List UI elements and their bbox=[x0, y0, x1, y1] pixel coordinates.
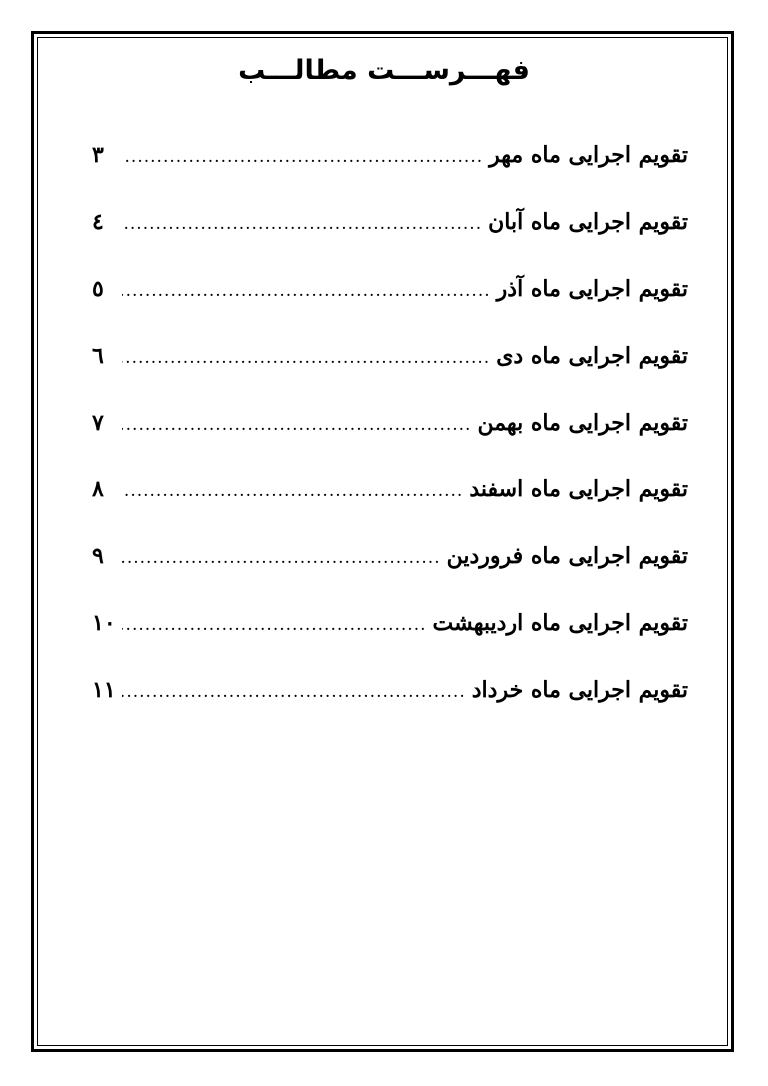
toc-dot-leader bbox=[122, 147, 483, 167]
toc-dot-leader bbox=[122, 615, 427, 635]
toc-entry[interactable] bbox=[92, 343, 688, 410]
toc-entry[interactable] bbox=[92, 209, 688, 276]
page-title: فهـــرســـت مطالـــب bbox=[238, 55, 530, 86]
toc-dot-leader bbox=[122, 682, 466, 702]
toc-entry[interactable] bbox=[92, 142, 688, 209]
toc-entry-label: تقویم اجرایی ماه اردیبهشت bbox=[432, 610, 688, 637]
toc-entry[interactable] bbox=[92, 610, 688, 677]
toc-entry-page: ٦ bbox=[92, 342, 104, 369]
toc-entry-page: ۱۱ bbox=[92, 677, 116, 704]
toc-entry[interactable] bbox=[92, 410, 688, 477]
toc-dot-leader bbox=[122, 481, 463, 501]
toc-entry-label: تقویم اجرایی ماه آذر bbox=[496, 275, 688, 302]
table-of-contents bbox=[92, 142, 688, 744]
toc-entry-page: ۹ bbox=[92, 543, 104, 570]
toc-entry[interactable] bbox=[92, 543, 688, 610]
toc-entry-page: ٥ bbox=[92, 275, 104, 302]
toc-entry-label: تقویم اجرایی ماه آبان bbox=[488, 208, 688, 235]
toc-entry[interactable] bbox=[92, 677, 688, 744]
toc-dot-leader bbox=[122, 415, 471, 435]
toc-dot-leader bbox=[122, 348, 490, 368]
toc-entry-label: تقویم اجرایی ماه فروردین bbox=[446, 543, 688, 570]
toc-entry-page: ۷ bbox=[92, 409, 104, 436]
toc-entry-label: تقویم اجرایی ماه بهمن bbox=[477, 409, 688, 436]
toc-dot-leader bbox=[122, 281, 491, 301]
toc-entry-page: ٤ bbox=[92, 208, 104, 235]
toc-entry[interactable] bbox=[92, 476, 688, 543]
toc-entry-page: ۱۰ bbox=[92, 610, 116, 637]
toc-entry[interactable] bbox=[92, 276, 688, 343]
toc-entry-label: تقویم اجرایی ماه اسفند bbox=[469, 476, 688, 503]
toc-entry-page: ۳ bbox=[92, 142, 104, 168]
toc-entry-label: تقویم اجرایی ماه مهر bbox=[489, 142, 688, 168]
toc-entry-label: تقویم اجرایی ماه دی bbox=[496, 342, 688, 369]
toc-dot-leader bbox=[122, 214, 482, 234]
toc-entry-label: تقویم اجرایی ماه خرداد bbox=[471, 677, 688, 704]
toc-entry-page: ۸ bbox=[92, 476, 104, 503]
toc-dot-leader bbox=[122, 548, 441, 568]
